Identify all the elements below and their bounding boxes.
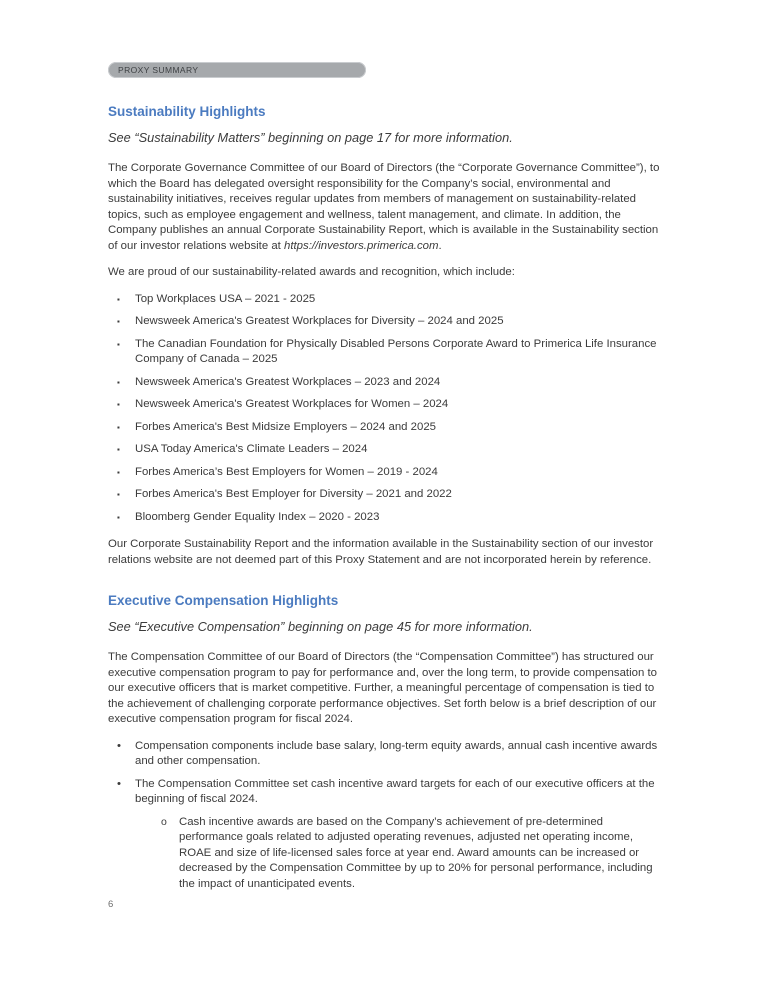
proxy-summary-banner [108,62,366,78]
list-item: ▪ Top Workplaces USA – 2021 - 2025 [108,292,664,308]
sustainability-heading: Sustainability Highlights [108,104,266,119]
list-item: ▪ USA Today America's Climate Leaders – 2024 [108,442,664,458]
list-item: ▪ Forbes America’s Best Employers for Women – 2019 - 2024 [108,465,664,481]
list-item: ▪ Bloomberg Gender Equality Index – 2020 - 2023 [108,510,664,526]
sustainability-paragraph-3: Our Corporate Sustainability Report and the information available in the Sustainability section of our investor relations website are not deemed part of this Proxy Statement and are not incorporated herein by reference. [108,538,654,566]
page-number: 6 [108,899,114,910]
paragraph-text: The Corporate Governance Committee of our Board of Directors (the “Corporate Governance Committee”), to which the Board has delegated oversight responsibility for the Company’s social, environmental and sustainability initiatives, receives regular updates from members of management on sustainability-related topics, such as employee engagement and wellness, talent management, and climate. In addition, the Company publishes an annual Corporate Sustainability Report, which is available in the Sustainability section of our investor relations website at [108,162,660,252]
sub-list-item: o Cash incentive awards are based on the Company’s achievement of pre-determined performance goals related to adjusted operating revenues, adjusted net operating income, ROAE and size of life-licensed sales force at year end. Award amounts can be increased or decreased by the Compensation Committee by up to 20% for personal performance, including the impact of unanticipated events. [152,815,664,893]
list-item: ▪ Forbes America's Best Employer for Diversity – 2021 and 2022 [108,487,664,503]
list-item: • Compensation components include base salary, long-term equity awards, annual cash incentive awards and other compensation. [108,739,664,770]
list-item: ▪ Newsweek America's Greatest Workplaces for Women – 2024 [108,397,664,413]
sustainability-paragraph-1 [108,161,664,254]
sustainability-paragraph-2: We are proud of our sustainability-related awards and recognition, which include: [108,266,515,278]
list-item: ▪ The Canadian Foundation for Physically Disabled Persons Corporate Award to Primerica Life Insurance Company of Canada – 2025 [108,337,664,368]
list-item: ▪ Newsweek America's Greatest Workplaces – 2023 and 2024 [108,375,664,391]
list-item-text: The Compensation Committee set cash incentive award targets for each of our executive officers at the beginning of fiscal 2024. [135,777,655,805]
paragraph-text-end: . [438,239,442,252]
compensation-subheading: See “Executive Compensation” beginning on page 45 for more information. [108,619,533,634]
list-item: ▪ Newsweek America's Greatest Workplaces for Diversity – 2024 and 2025 [108,314,664,330]
section-spacer [108,579,664,592]
page-content [108,103,664,904]
sustainability-subheading: See “Sustainability Matters” beginning on page 17 for more information. [108,130,513,145]
list-item: ▪ Forbes America's Best Midsize Employers – 2024 and 2025 [108,420,664,436]
list-item [108,777,664,893]
compensation-heading: Executive Compensation Highlights [108,593,339,608]
investor-relations-url: https://investors.primerica.com [284,239,439,252]
banner-label: PROXY SUMMARY [118,65,199,75]
compensation-list [108,739,664,893]
compensation-paragraph-1: The Compensation Committee of our Board of Directors (the “Compensation Committee”) has structured our executive compensation program to pay for performance and, over the long term, to provide compensation to our executive officers that is market competitive. Further, a meaningful percentage of compensation is tied to the achievement of challenging corporate performance objectives. Set forth below is a brief description of our executive compensation program for fiscal 2024. [108,651,657,725]
compensation-sublist [152,815,664,893]
awards-list [108,292,664,526]
